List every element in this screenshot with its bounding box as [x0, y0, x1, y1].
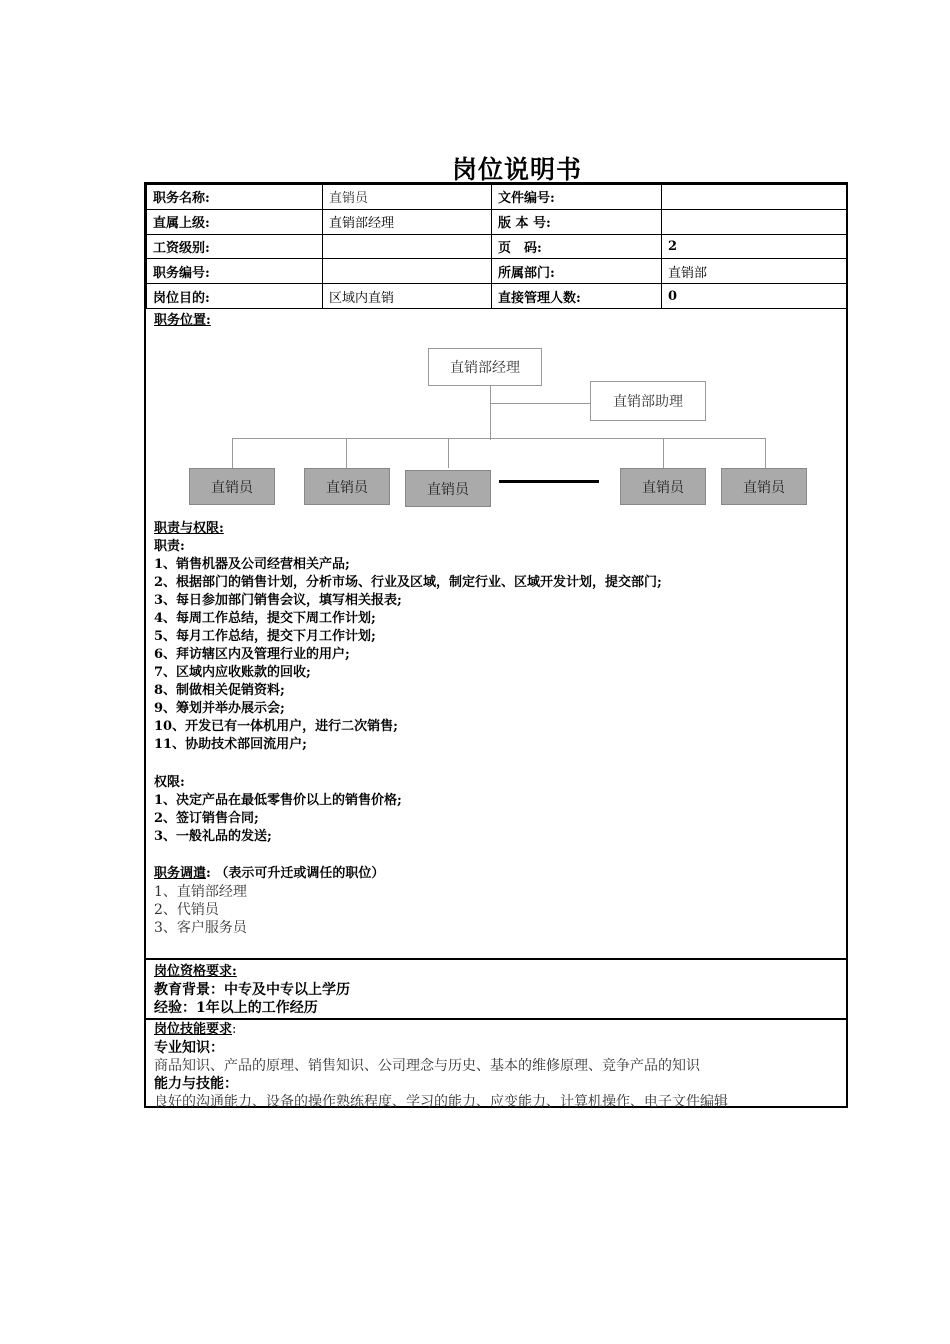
education-requirement: 教育背景：中专及中专以上学历 [154, 982, 350, 998]
org-connector [448, 438, 449, 468]
position-heading: 职务位置: [154, 313, 211, 328]
org-staff-box: 直销员 [620, 468, 706, 505]
org-manager-box: 直销部经理 [428, 348, 542, 386]
supervisor-label: 直属上级: [147, 209, 323, 234]
authority-item: 2、签订销售合同; [154, 811, 259, 826]
table-row [147, 185, 847, 210]
duty-item: 7、区域内应收账款的回收; [154, 665, 311, 680]
duty-item: 8、制做相关促销资料; [154, 683, 285, 698]
page-title: 岗位说明书 [451, 155, 582, 184]
duty-item: 4、每周工作总结，提交下周工作计划; [154, 611, 376, 626]
version-label: 版 本 号: [492, 209, 662, 234]
ability-text: 良好的沟通能力、设备的操作熟练程度、学习的能力、应变能力、计算机操作、电子文件编辑 [154, 1094, 728, 1110]
transfer-line [154, 865, 384, 883]
job-title-label: 职务名称: [147, 185, 323, 210]
direct-reports-label: 直接管理人数: [492, 284, 662, 309]
org-staff-box: 直销员 [405, 470, 491, 507]
salary-level-label: 工资级别: [147, 234, 323, 259]
file-number-value [662, 185, 847, 210]
org-connector [232, 438, 233, 468]
org-bold-divider [499, 480, 599, 483]
department-label: 所属部门: [492, 259, 662, 284]
knowledge-heading: 专业知识： [154, 1040, 224, 1056]
skills-heading-line [154, 1021, 236, 1039]
transfer-item: 3、客户服务员 [154, 920, 247, 936]
salary-level-value [323, 234, 492, 259]
header-table [146, 184, 847, 309]
file-number-label: 文件编号: [492, 185, 662, 210]
org-connector [663, 438, 664, 468]
skills-heading: 岗位技能要求 [154, 1022, 233, 1037]
authority-item: 1、决定产品在最低零售价以上的销售价格; [154, 793, 402, 808]
transfer-heading: 职务调遣 [154, 866, 207, 881]
duty-item: 6、拜访辖区内及管理行业的用户; [154, 647, 350, 662]
org-staff-box: 直销员 [189, 468, 275, 505]
org-staff-box: 直销员 [304, 468, 390, 505]
job-description-form [144, 182, 848, 1108]
org-assistant-box: 直销部助理 [590, 381, 706, 421]
version-value [662, 209, 847, 234]
job-title-value: 直销员 [323, 185, 492, 210]
duty-item: 5、每月工作总结，提交下月工作计划; [154, 629, 376, 644]
page-label: 页 码: [492, 234, 662, 259]
skills-heading-colon: : [232, 1022, 237, 1037]
knowledge-text: 商品知识、产品的原理、销售知识、公司理念与历史、基本的维修原理、竞争产品的知识 [154, 1058, 700, 1074]
direct-reports-value: 0 [662, 284, 847, 309]
duty-item: 3、每日参加部门销售会议，填写相关报表; [154, 593, 402, 608]
purpose-value: 区域内直销 [323, 284, 492, 309]
page-value: 2 [662, 234, 847, 259]
org-connector [490, 403, 590, 404]
duties-heading: 职责与权限: [154, 521, 224, 536]
duty-item: 1、销售机器及公司经营相关产品; [154, 557, 350, 572]
org-connector [346, 438, 347, 468]
transfer-note: : （表示可升迁或调任的职位） [206, 866, 385, 881]
org-connector [765, 438, 766, 468]
table-row [147, 259, 847, 284]
purpose-label: 岗位目的: [147, 284, 323, 309]
org-staff-box: 直销员 [721, 468, 807, 505]
duty-item: 2、根据部门的销售计划，分析市场、行业及区域，制定行业、区域开发计划，提交部门; [154, 575, 662, 590]
table-row [147, 234, 847, 259]
job-number-value [323, 259, 492, 284]
department-value: 直销部 [662, 259, 847, 284]
table-row [147, 209, 847, 234]
qualification-heading: 岗位资格要求: [154, 964, 237, 979]
org-connector [232, 438, 765, 439]
ability-heading: 能力与技能： [154, 1076, 238, 1092]
section-divider [146, 1018, 846, 1020]
transfer-item: 1、直销部经理 [154, 884, 247, 900]
transfer-item: 2、代销员 [154, 902, 219, 918]
duty-item: 10、开发已有一体机用户，进行二次销售; [154, 719, 398, 734]
duties-subheading: 职责: [154, 539, 185, 554]
duty-item: 9、筹划并举办展示会; [154, 701, 285, 716]
experience-requirement: 经验：1年以上的工作经历 [154, 1000, 318, 1016]
table-row [147, 284, 847, 309]
authority-item: 3、一般礼品的发送; [154, 829, 272, 844]
duty-item: 11、协助技术部回流用户; [154, 737, 307, 752]
org-connector [490, 386, 491, 440]
supervisor-value: 直销部经理 [323, 209, 492, 234]
job-number-label: 职务编号: [147, 259, 323, 284]
authority-heading: 权限: [154, 775, 185, 790]
section-divider [146, 958, 846, 960]
